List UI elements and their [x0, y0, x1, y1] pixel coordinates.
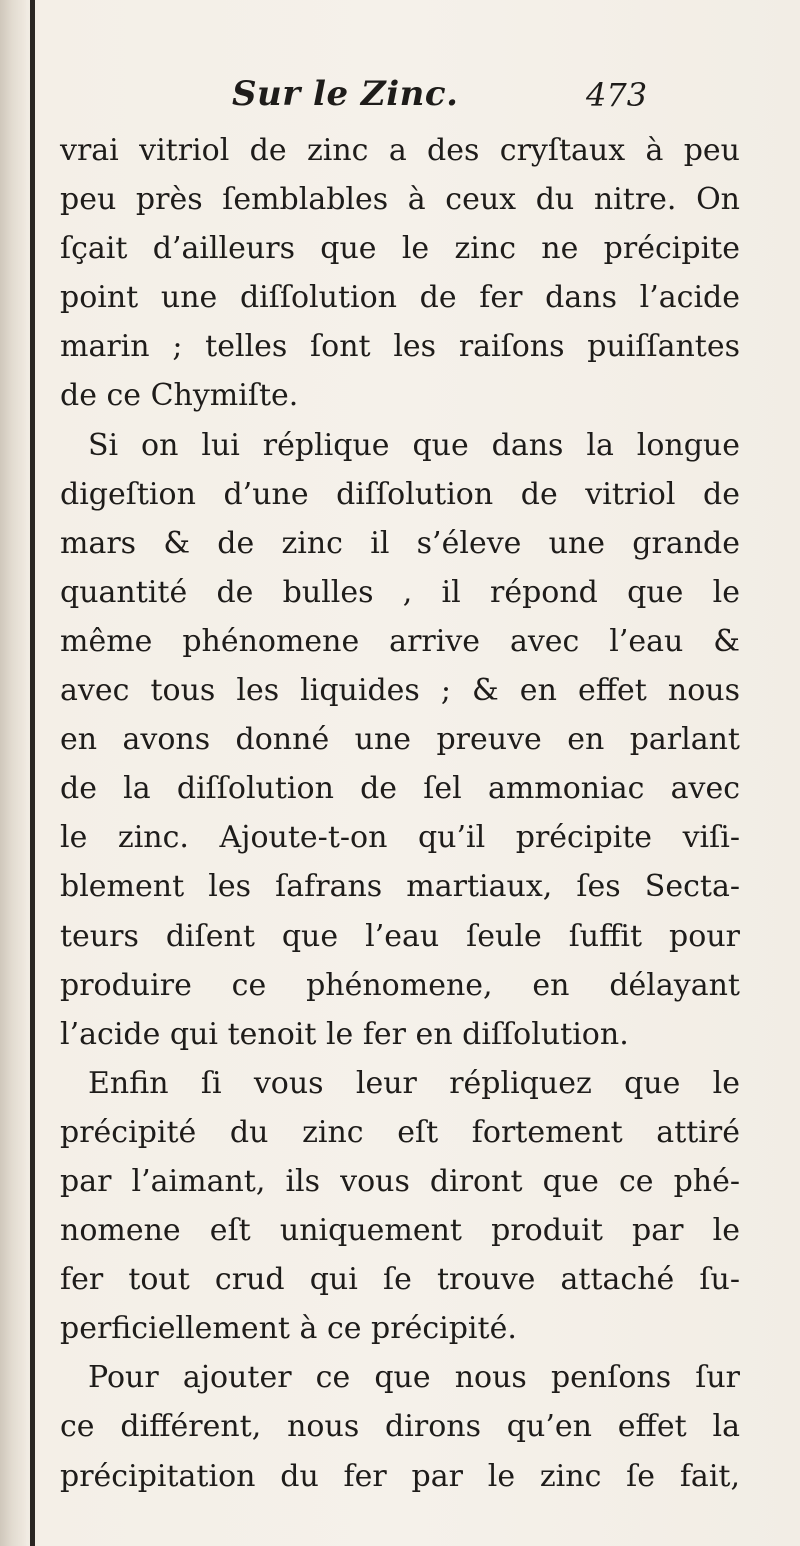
text-line: peu près ſemblables à ceux du nitre. On [60, 182, 740, 218]
text-line: de ce Chymiſte. [60, 378, 299, 414]
text-line: avec tous les liquides ; & en effet nous [60, 673, 740, 709]
text-line: nomene eſt uniquement produit par le [60, 1213, 740, 1249]
page-number: 473 [586, 76, 648, 114]
running-title: Sur le Zinc. [232, 74, 459, 114]
text-line: fer tout crud qui ſe trouve attaché ſu- [60, 1262, 740, 1298]
text-line: précipité du zinc eſt fortement attiré [60, 1114, 740, 1150]
text-line: digeſtion d’une diſſolution de vitriol de [60, 476, 740, 512]
text-line: ce différent, nous dirons qu’en effet la [60, 1409, 740, 1445]
text-line: ſçait d’ailleurs que le zinc ne précipite [60, 231, 740, 267]
text-line: marin ; telles ſont les raiſons puiſſantes [60, 329, 740, 365]
text-line: même phénomene arrive avec l’eau & [60, 623, 740, 659]
page-header [60, 74, 740, 134]
text-line: de la diſſolution de ſel ammoniac avec [60, 771, 740, 807]
text-line: l’acide qui tenoit le fer en diſſolution. [60, 1016, 629, 1052]
text-line: point une diſſolution de fer dans l’acide [60, 280, 740, 316]
text-line: vrai vitriol de zinc a des cryſtaux à peu [60, 133, 740, 168]
body-text [60, 126, 740, 1501]
text-line: blement les ſafrans martiaux, ſes Secta- [60, 869, 740, 905]
text-line: Pour ajouter ce que nous penſons ſur [88, 1360, 740, 1396]
text-line: teurs diſent que l’eau ſeule ſuffit pour [60, 918, 740, 954]
text-line: précipitation du fer par le zinc ſe fait, [60, 1458, 740, 1494]
text-line: le zinc. Ajoute-t-on qu’il précipite viſi- [60, 820, 740, 856]
text-line: Enfin ſi vous leur répliquez que le [88, 1065, 740, 1101]
text-line: quantité de bulles , il répond que le [60, 574, 740, 610]
gutter-rule [30, 0, 35, 1546]
page-binding-edge [0, 0, 26, 1546]
text-line: produire ce phénomene, en délayant [60, 967, 740, 1003]
text-line: en avons donné une preuve en parlant [60, 722, 740, 758]
text-line: par l’aimant, ils vous diront que ce phé- [60, 1163, 740, 1199]
text-line: Si on lui réplique que dans la longue [88, 427, 740, 463]
text-line: mars & de zinc il s’éleve une grande [60, 525, 740, 561]
text-line: perficiellement à ce précipité. [60, 1311, 517, 1347]
